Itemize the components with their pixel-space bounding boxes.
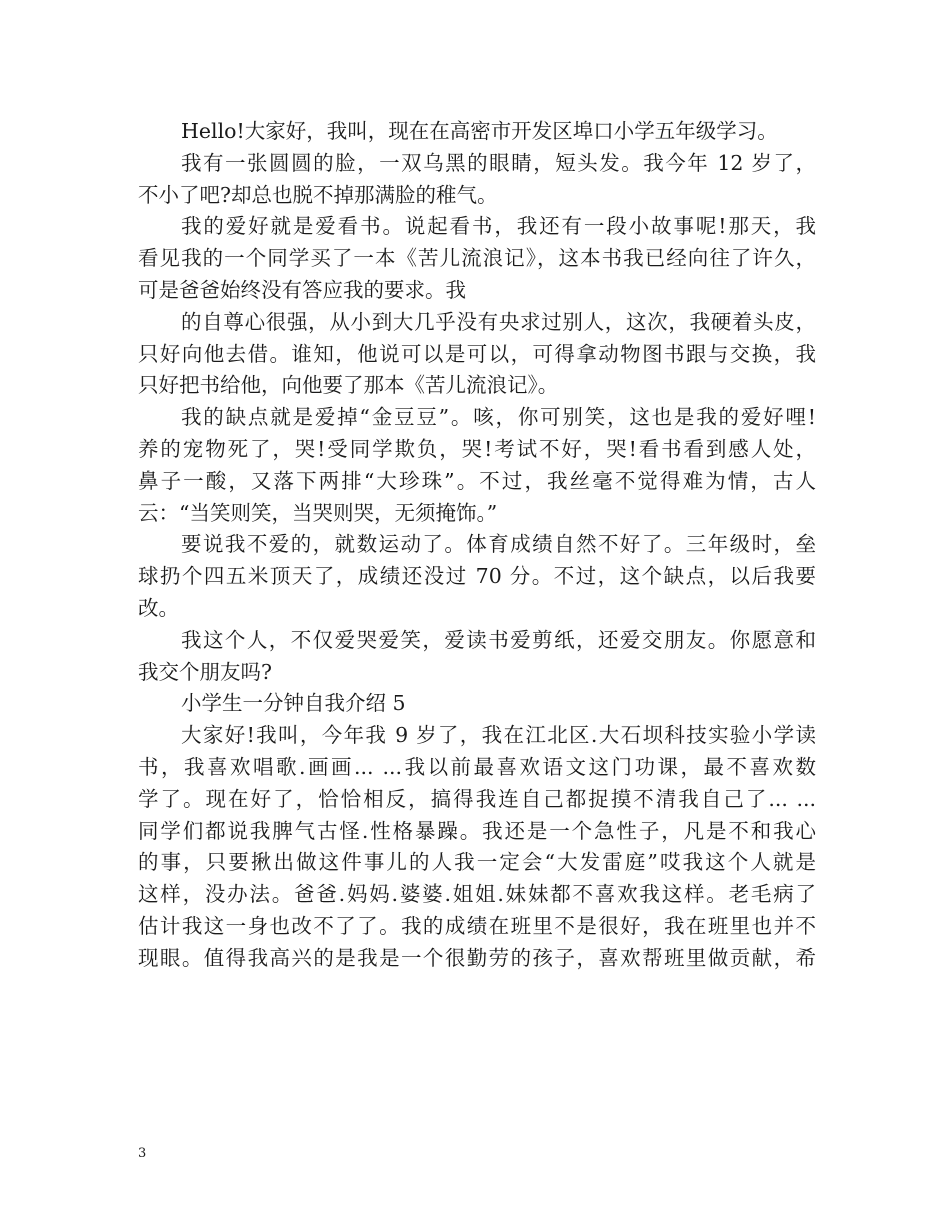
text-line: Hello!大家好，我叫，现在在高密市开发区埠口小学五年级学习。	[181, 119, 778, 143]
text-line: 我交个朋友吗?	[138, 659, 272, 684]
text-line: 大家好!我叫，今年我 9 岁了，我在江北区.大石坝科技实验小学读	[181, 723, 816, 748]
text-line: 的自尊心很强，从小到大几乎没有央求过别人，这次，我硬着头皮，	[181, 309, 816, 334]
text-line: 同学们都说我脾气古怪.性格暴躁。我还是一个急性子，凡是不和我心	[138, 818, 816, 843]
text-line: 可是爸爸始终没有答应我的要求。我	[138, 277, 466, 302]
text-line: 学了。现在好了，恰恰相反，搞得我连自己都捉摸不清我自己了... ...	[138, 786, 816, 811]
text-line: 我的爱好就是爱看书。说起看书，我还有一段小故事呢!那天，我	[181, 214, 816, 239]
text-line: 这样，没办法。爸爸.妈妈.婆婆.姐姐.妹妹都不喜欢我这样。老毛病了	[138, 882, 816, 907]
text-line: 鼻子一酸，又落下两排“大珍珠”。不过，我丝毫不觉得难为情，古人	[138, 468, 816, 493]
text-line: 现眼。值得我高兴的是我是一个很勤劳的孩子，喜欢帮班里做贡献，希	[138, 945, 816, 970]
text-line: 书，我喜欢唱歌.画画... ...我以前最喜欢语文这门功课，最不喜欢数	[138, 754, 816, 779]
text-line: 改。	[138, 595, 179, 620]
text-line: 我有一张圆圆的脸，一双乌黑的眼睛，短头发。我今年 12 岁了，	[181, 150, 816, 175]
text-line: 估计我这一身也改不了了。我的成绩在班里不是很好，我在班里也并不	[138, 913, 816, 938]
text-line: 小学生一分钟自我介绍 5	[181, 691, 406, 716]
text-line: 只好把书给他，向他要了那本《苦儿流浪记》。	[138, 373, 559, 398]
page-number: 3	[138, 1146, 147, 1161]
text-line: 云：“当笑则笑，当哭则哭，无须掩饰。”	[138, 500, 498, 525]
text-line: 我这个人，不仅爱哭爱笑，爱读书爱剪纸，还爱交朋友。你愿意和	[181, 627, 816, 652]
document-body	[138, 116, 816, 975]
text-line: 养的宠物死了，哭!受同学欺负，哭!考试不好，哭!看书看到感人处，	[138, 436, 816, 461]
text-line: 的事，只要揪出做这件事儿的人我一定会“大发雷庭”哎我这个人就是	[138, 850, 816, 875]
text-line: 球扔个四五米顶天了，成绩还没过 70 分。不过，这个缺点，以后我要	[138, 564, 816, 589]
text-line: 我的缺点就是爱掉“金豆豆”。咳，你可别笑，这也是我的爱好哩!	[181, 405, 816, 430]
text-line: 看见我的一个同学买了一本《苦儿流浪记》，这本书我已经向往了许久，	[138, 246, 816, 271]
text-line: 不小了吧?却总也脱不掉那满脸的稚气。	[138, 182, 498, 207]
text-line: 要说我不爱的，就数运动了。体育成绩自然不好了。三年级时，垒	[181, 532, 816, 557]
text-line: 只好向他去借。谁知，他说可以是可以，可得拿动物图书跟与交换，我	[138, 341, 816, 366]
